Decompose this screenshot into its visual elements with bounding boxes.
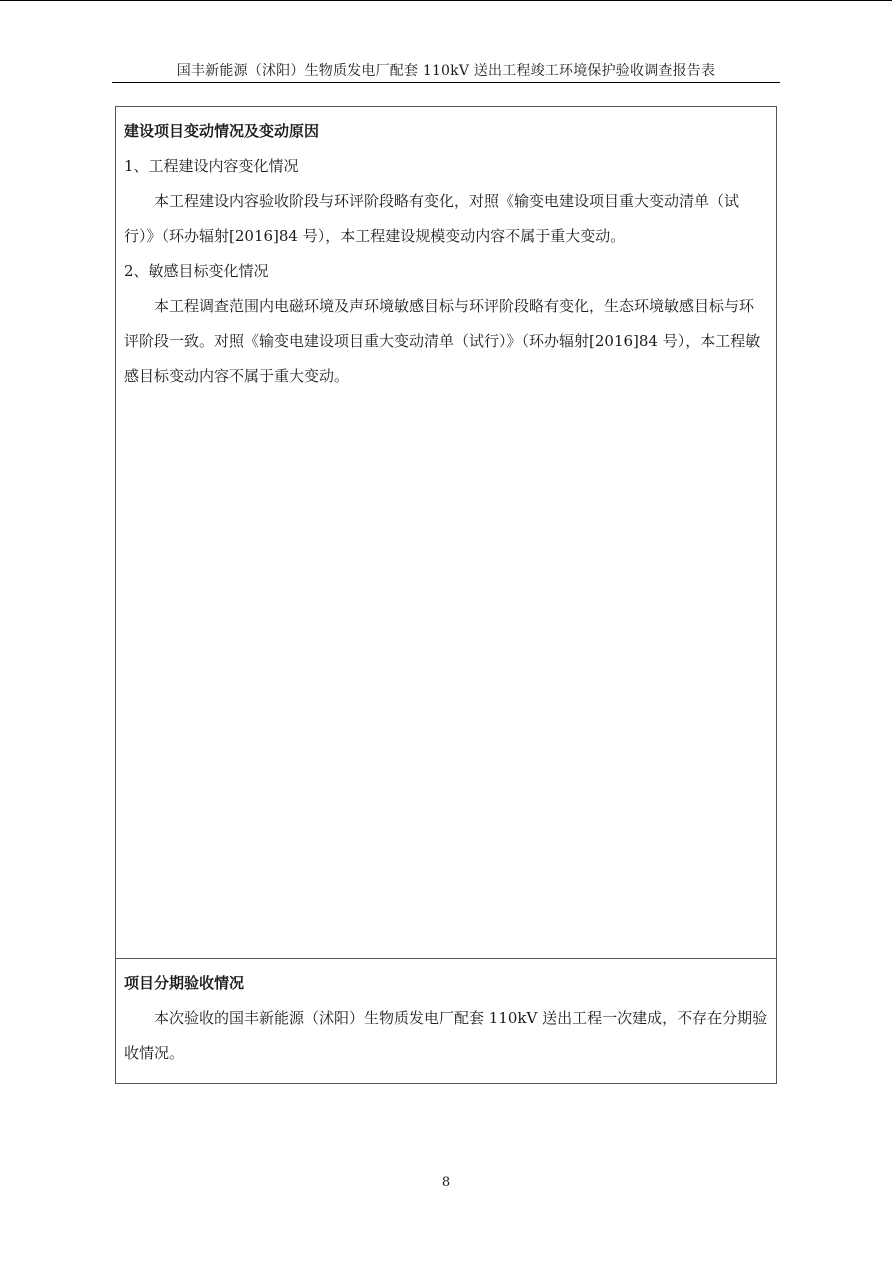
construction-changes-heading: 1、工程建设内容变化情况 (124, 157, 299, 175)
page-top-border (0, 0, 892, 1)
page-number: 8 (441, 1175, 451, 1190)
report-table (115, 106, 777, 1084)
changes-section (116, 107, 776, 959)
phased-acceptance-title: 项目分期验收情况 (124, 974, 245, 992)
construction-changes-paragraph: 本工程建设内容验收阶段与环评阶段略有变化，对照《输变电建设项目重大变动清单（试行）》（环办辐射[2016]84 号），本工程建设规模变动内容不属于重大变动。 (124, 192, 740, 245)
header-divider (112, 82, 780, 83)
sensitive-targets-heading: 2、敏感目标变化情况 (124, 262, 269, 280)
report-header-title: 国丰新能源（沭阳）生物质发电厂配套 110kV 送出工程竣工环境保护验收调查报告表 (176, 63, 716, 79)
phased-acceptance-section (116, 959, 776, 1083)
changes-section-title: 建设项目变动情况及变动原因 (124, 122, 320, 140)
sensitive-targets-paragraph: 本工程调查范围内电磁环境及声环境敏感目标与环评阶段略有变化，生态环境敏感目标与环评阶段一致。对照《输变电建设项目重大变动清单（试行）》（环办辐射[2016]84 号），本工程敏感目标变动内容不属于重大变动。 (124, 297, 761, 385)
phased-acceptance-paragraph: 本次验收的国丰新能源（沭阳）生物质发电厂配套 110kV 送出工程一次建成，不存在分期验收情况。 (124, 1009, 768, 1062)
